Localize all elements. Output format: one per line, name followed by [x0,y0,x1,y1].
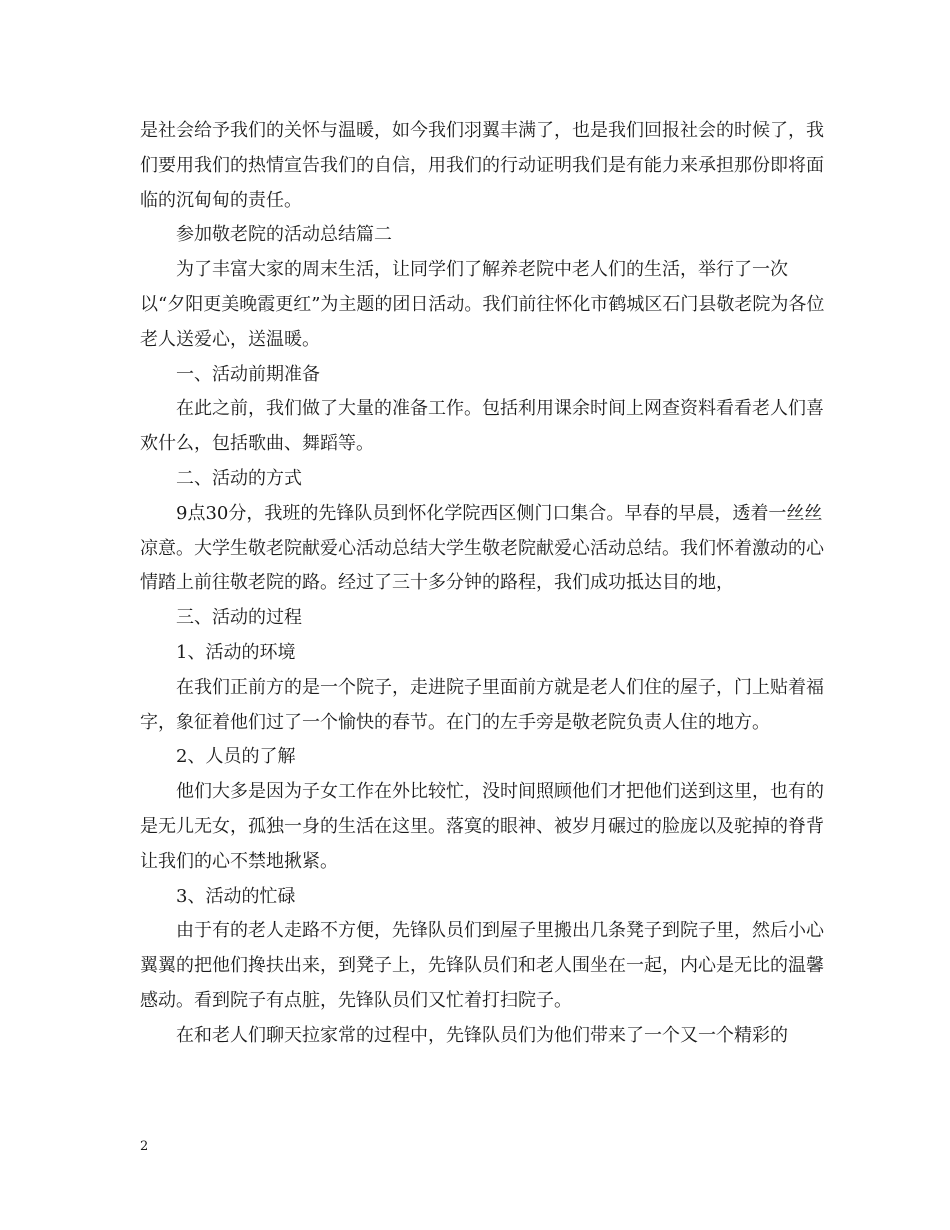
subsection-heading: 3、活动的忙碌 [176,885,296,907]
paragraph: 在和老人们聊天拉家常的过程中，先锋队员们为他们带来了一个又一个精彩的 [176,1024,788,1046]
paragraph: 他们大多是因为子女工作在外比较忙，没时间照顾他们才把他们送到这里，也有的是无儿无女，孤独一身的生活在这里。落寞的眼神、被岁月碾过的脸庞以及驼掉的脊背让我们的心不禁地揪紧。 [140,781,824,872]
subsection-heading: 2、人员的了解 [176,746,296,768]
paragraph: 在我们正前方的是一个院子，走进院子里面前方就是老人们住的屋子，门上贴着福字，象征着他们过了一个愉快的春节。在门的左手旁是敬老院负责人住的地方。 [140,676,824,733]
paragraph: 9点30分，我班的先锋队员到怀化学院西区侧门口集合。早春的早晨，透着一丝丝凉意。大学生敬老院献爱心活动总结大学生敬老院献爱心活动总结。我们怀着激动的心情踏上前往敬老院的路。经过了三十多分钟的路程，我们成功抵达目的地， [140,502,824,594]
document-body [140,114,830,1054]
paragraph: 由于有的老人走路不方便，先锋队员们到屋子里搬出几条凳子到院子里，然后小心翼翼的把他们搀扶出来，到凳子上，先锋队员们和老人围坐在一起，内心是无比的温馨感动。看到院子有点脏，先锋队员们又忙着打扫院子。 [140,920,824,1011]
paragraph: 是社会给予我们的关怀与温暖，如今我们羽翼丰满了，也是我们回报社会的时候了，我们要用我们的热情宣告我们的自信，用我们的行动证明我们是有能力来承担那份即将面临的沉甸甸的责任。 [140,120,824,211]
section-heading: 一、活动前期准备 [176,363,320,385]
paragraph: 在此之前，我们做了大量的准备工作。包括利用课余时间上网查资料看看老人们喜欢什么，包括歌曲、舞蹈等。 [140,398,824,455]
subsection-heading: 1、活动的环境 [176,641,296,663]
section-heading: 三、活动的过程 [176,607,302,629]
paragraph: 为了丰富大家的周末生活，让同学们了解养老院中老人们的生活，举行了一次以“夕阳更美晚霞更红”为主题的团日活动。我们前往怀化市鹤城区石门县敬老院为各位老人送爱心，送温暖。 [140,259,825,350]
page-number: 2 [140,1139,149,1154]
section-heading: 二、活动的方式 [176,467,302,489]
section-title: 参加敬老院的活动总结篇二 [176,224,392,246]
